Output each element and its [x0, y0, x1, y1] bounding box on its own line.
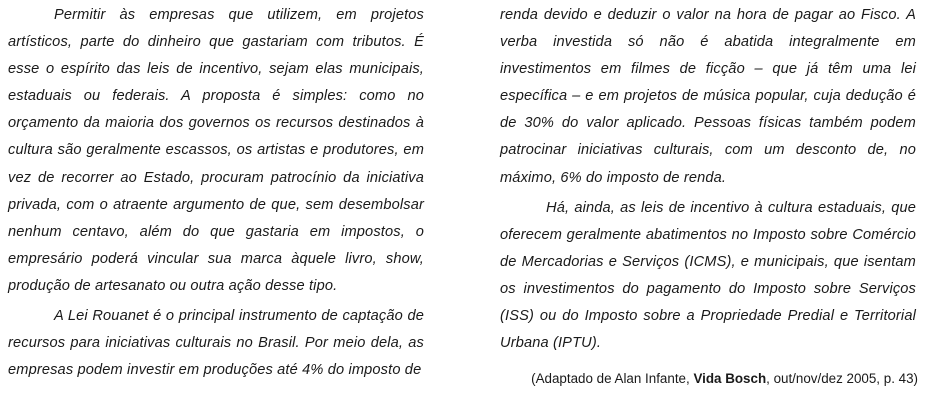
paragraph-incentive-laws: Permitir às empresas que utilizem, em projetos artísticos, parte do dinheiro que gastariam com tributos. É esse o espírito das leis de incentivo, sejam elas municipais, estaduais ou federais. A proposta é simples: como no orçamento da maioria dos governos os recursos destinados à cultura são geralmente escassos, os artistas e produtores, em vez de recorrer ao Estado, procuram patrocínio da iniciativa privada, com o atraente argumento de que, sem desembolsar nenhum centavo, além do que gastaria em impostos, o empresário poderá vincular sua marca àquele livro, show, produção de artesanato ou outra ação desse tipo.	[8, 7, 424, 294]
right-text-column	[500, 2, 916, 357]
source-suffix: , out/nov/dez 2005, p. 43)	[766, 371, 918, 386]
source-magazine-title: Vida Bosch	[693, 371, 767, 386]
source-citation	[500, 368, 918, 390]
paragraph-lei-rouanet: A Lei Rouanet é o principal instrumento de captação de recursos para iniciativas culturais no Brasil. Por meio dela, as empresas podem investir em produções até 4% do imposto de	[8, 308, 424, 379]
left-text-column	[8, 2, 424, 384]
source-prefix: (Adaptado de Alan Infante,	[531, 371, 694, 386]
paragraph-state-municipal-laws: Há, ainda, as leis de incentivo à cultura estaduais, que oferecem geralmente abatimentos no Imposto sobre Comércio de Mercadorias e Serviços (ICMS), e municipais, que isentam os investimentos do pagamento do Imposto sobre Serviços (ISS) ou do Imposto sobre a Propriedade Predial e Territorial Urbana (IPTU).	[500, 199, 916, 352]
paragraph-lei-rouanet-continued: renda devido e deduzir o valor na hora de pagar ao Fisco. A verba investida só não é abatida integralmente em investimentos em filmes de ficção – que já têm uma lei específica – e em projetos de música popular, cuja dedução é de 30% do valor aplicado. Pessoas físicas também podem patrocinar iniciativas culturais, com um desconto de, no máximo, 6% do imposto de renda.	[500, 7, 916, 186]
